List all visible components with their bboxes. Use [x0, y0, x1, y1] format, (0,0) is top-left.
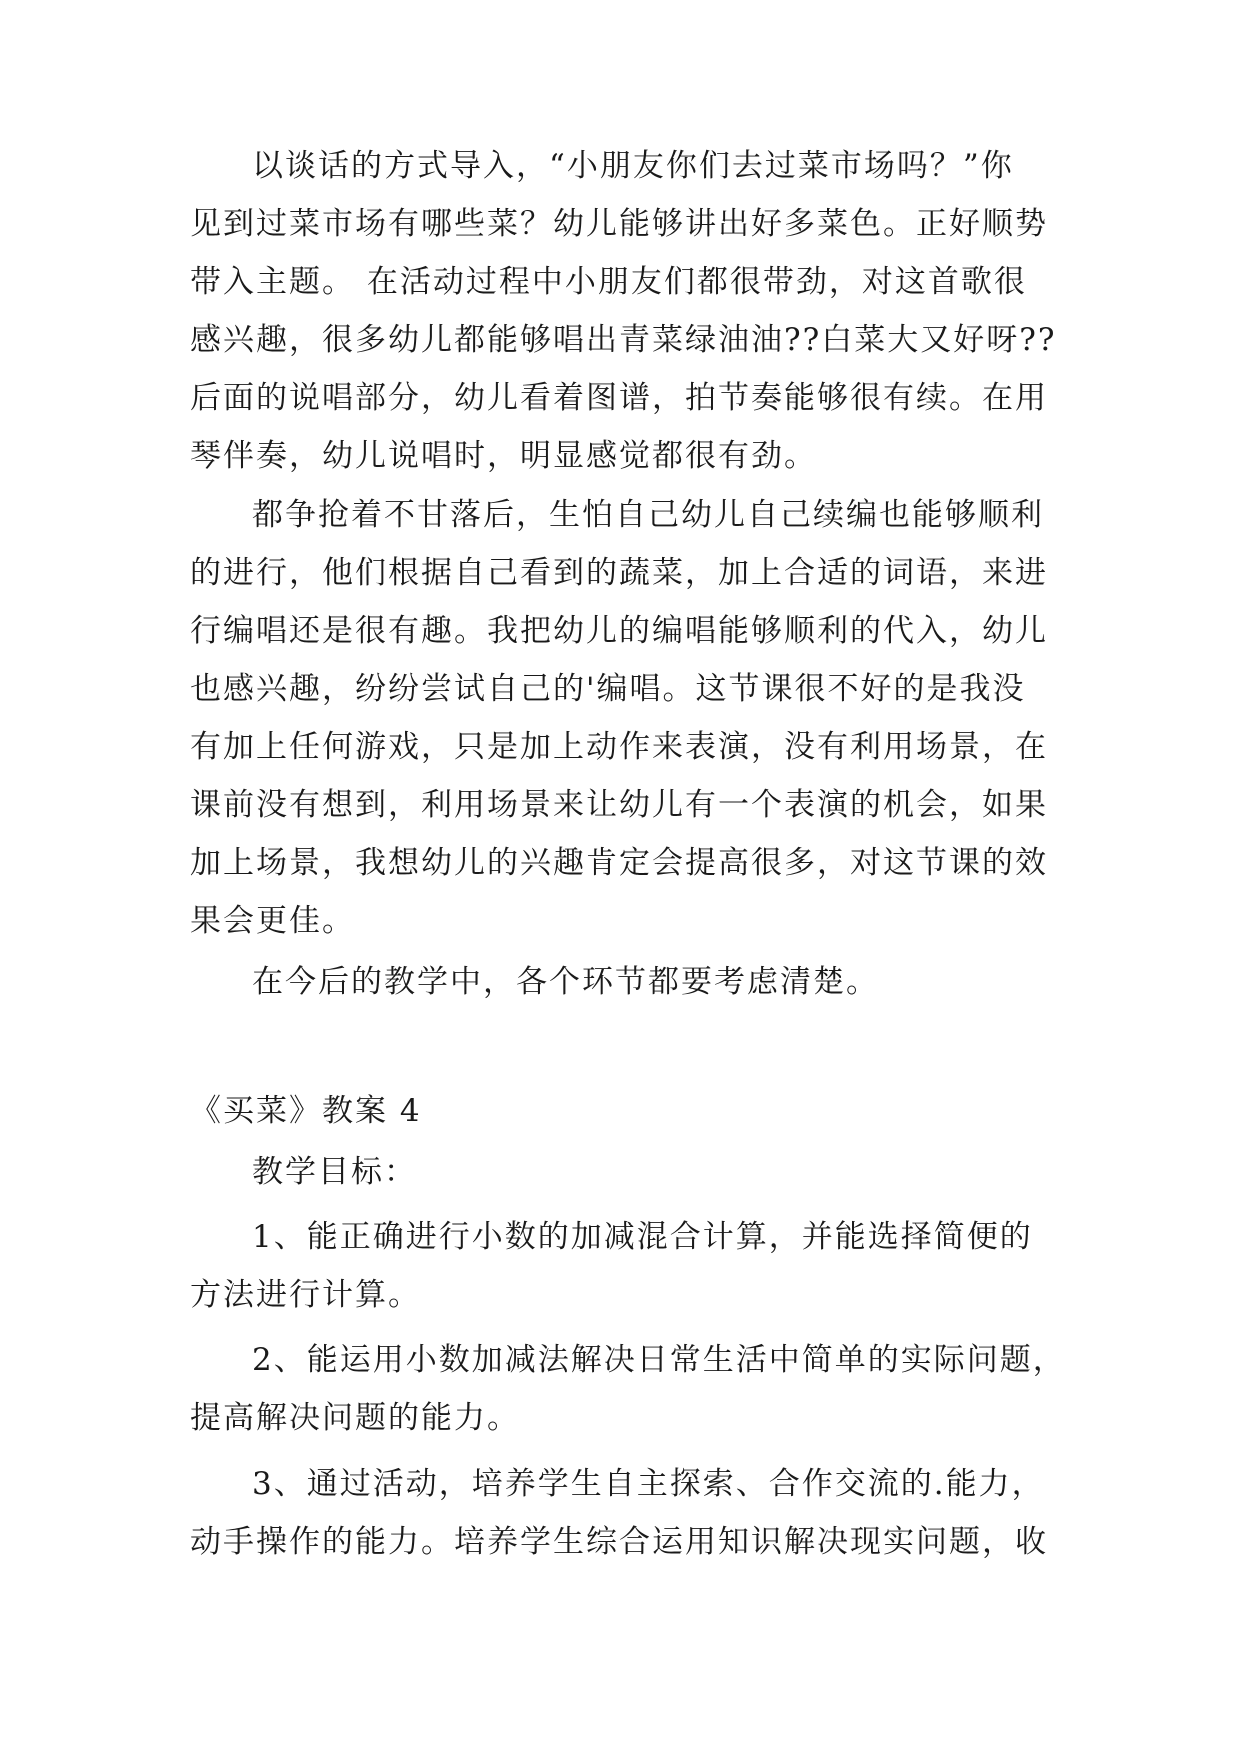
text-line: 加上场景，我想幼儿的兴趣肯定会提高很多，对这节课的效 [190, 845, 1048, 881]
text-line: 方法进行计算。 [190, 1277, 421, 1313]
text-line: 琴伴奏，幼儿说唱时，明显感觉都很有劲。 [190, 438, 817, 474]
text-line: 提高解决问题的能力。 [190, 1400, 520, 1436]
text-line: 的进行，他们根据自己看到的蔬菜，加上合适的词语，来进 [190, 555, 1048, 591]
text-line: 感兴趣，很多幼儿都能够唱出青菜绿油油??白菜大又好呀?? [190, 322, 1057, 358]
text-line: 后面的说唱部分，幼儿看着图谱，拍节奏能够很有续。在用 [190, 380, 1048, 416]
text-line: 都争抢着不甘落后，生怕自己幼儿自己续编也能够顺利 [252, 497, 1044, 533]
text-line: 1、能正确进行小数的加减混合计算，并能选择简便的 [252, 1219, 1033, 1255]
paragraph-reflection [190, 486, 1050, 950]
paragraph-objective-1 [190, 1208, 1050, 1324]
text-line: 课前没有想到，利用场景来让幼儿有一个表演的机会，如果 [190, 787, 1048, 823]
text-line: 2、能运用小数加减法解决日常生活中简单的实际问题， [252, 1342, 1066, 1378]
text-line: 也感兴趣，纷纷尝试自己的'编唱。这节课很不好的是我没 [190, 671, 1026, 707]
text-line: 果会更佳。 [190, 903, 355, 939]
text-line: 行编唱还是很有趣。我把幼儿的编唱能够顺利的代入，幼儿 [190, 613, 1048, 649]
section-title: 《买菜》教案 4 [190, 1093, 422, 1129]
text-line: 见到过菜市场有哪些菜？幼儿能够讲出好多菜色。正好顺势 [190, 206, 1048, 242]
paragraph-objective-3 [190, 1455, 1050, 1571]
text-line: 在今后的教学中，各个环节都要考虑清楚。 [252, 964, 879, 1000]
paragraph-intro [190, 137, 1057, 485]
paragraph-conclusion [190, 953, 1050, 1011]
text-line: 3、通过活动，培养学生自主探索、合作交流的.能力， [252, 1466, 1045, 1502]
text-line: 教学目标： [252, 1154, 417, 1190]
paragraph-objectives-heading [190, 1143, 1050, 1201]
paragraph-objective-2 [190, 1331, 1066, 1447]
text-line: 有加上任何游戏，只是加上动作来表演，没有利用场景，在 [190, 729, 1048, 765]
text-line: 带入主题。 在活动过程中小朋友们都很带劲，对这首歌很 [190, 264, 1027, 300]
text-line: 动手操作的能力。培养学生综合运用知识解决现实问题，收 [190, 1524, 1048, 1560]
text-line: 以谈话的方式导入，“小朋友你们去过菜市场吗？”你 [252, 148, 1014, 184]
